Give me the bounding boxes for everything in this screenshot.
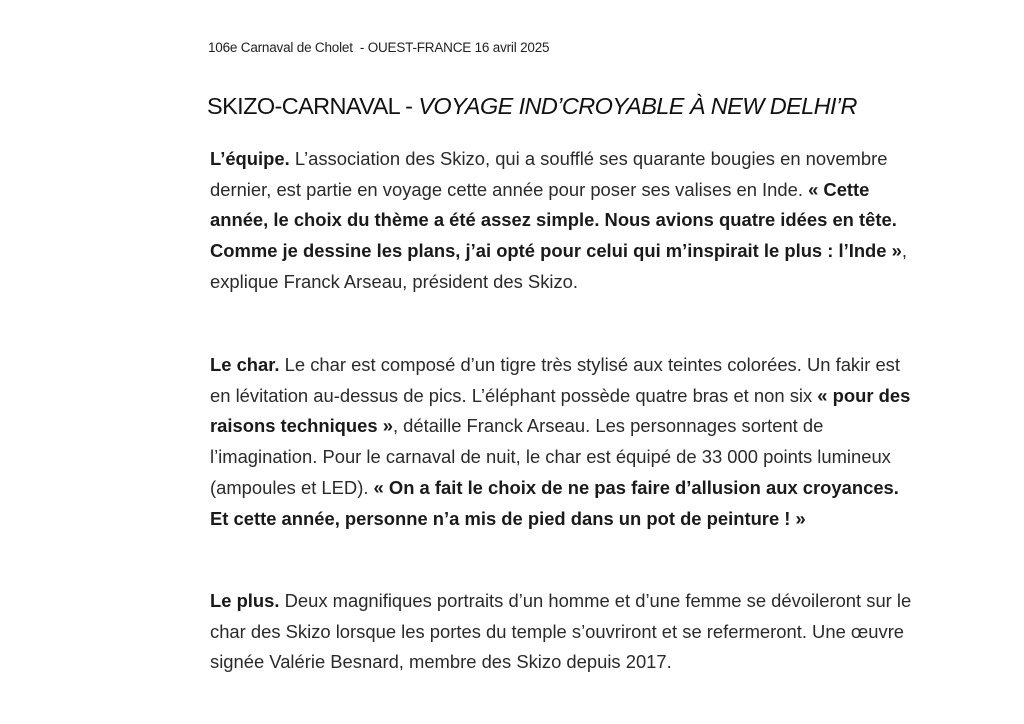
article-headline — [207, 93, 857, 120]
section-plus — [210, 586, 920, 678]
section-quote: « pour des raisons techniques » — [210, 384, 911, 437]
section-quote: « On a fait le choix de ne pas faire d’allusion aux croyances. Et cette année, personne n’a mis de pied dans un pot de peinture ! » — [210, 476, 899, 529]
section-text: , explique Franck Arseau, président des Skizo. — [210, 240, 907, 292]
section-text: Deux magnifiques portraits d’un homme et d’une femme se dévoileront sur le char des Skizo lorsque les portes du temple s’ouvriront et se refermeront. Une œuvre signée Valérie Besnard, membre des Skizo depuis 2017. — [210, 590, 912, 673]
section-label: Le char. — [210, 354, 280, 375]
section-text: L’association des Skizo, qui a soufflé ses quarante bougies en novembre dernier, est partie en voyage cette année pour poser ses valises en Inde. — [210, 148, 888, 200]
source-line: 106e Carnaval de Cholet - OUEST-FRANCE 16 avril 2025 — [208, 40, 550, 55]
section-char — [210, 350, 920, 534]
section-label: Le plus. — [210, 590, 280, 611]
section-label: L’équipe. — [210, 148, 290, 169]
section-quote: « Cette année, le choix du thème a été assez simple. Nous avions quatre idées en tête. Comme je dessine les plans, j’ai opté pour celui qui m’inspirait le plus : l’Inde » — [210, 178, 902, 262]
section-text: Le char est composé d’un tigre très stylisé aux teintes colorées. Un fakir est en lévitation au-dessus de pics. L’éléphant possède quatre bras et non six — [210, 354, 900, 406]
section-equipe — [210, 144, 920, 298]
headline-prefix: SKIZO-CARNAVAL - — [207, 93, 419, 119]
section-text: , détaille Franck Arseau. Les personnages sortent de l’imagination. Pour le carnaval de nuit, le char est équipé de 33 000 points lumineux (ampoules et LED). — [210, 415, 891, 498]
headline-title: VOYAGE IND’CROYABLE À NEW DELHI’R — [418, 93, 857, 119]
